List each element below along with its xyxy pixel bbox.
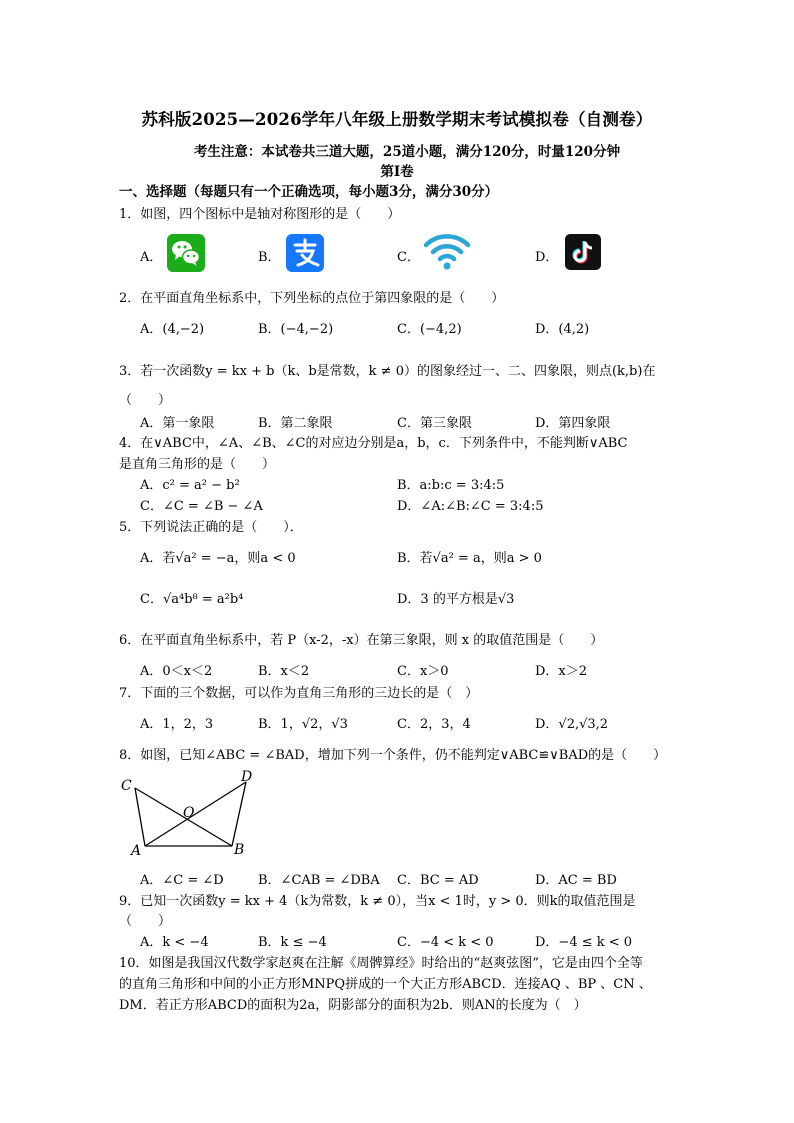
question-10-line-1: 10．如图是我国汉代数学家赵爽在注解《周髀算经》时给出的“赵爽弦图”，它是由四个全等 (119, 956, 643, 971)
q1-option-c-label: C． (397, 250, 420, 265)
q4-option-c: C．∠C = ∠B − ∠A (140, 499, 263, 514)
q6-option-b: B．x＜2 (258, 664, 310, 679)
question-4-stem-2: 是直角三角形的是（ ） (119, 457, 276, 472)
q1-option-a-label: A． (140, 250, 163, 265)
q3-option-d: D．第四象限 (535, 416, 611, 431)
q9-option-b: B．k ≤ −4 (258, 935, 327, 950)
question-2-stem: 2．在平面直角坐标系中，下列坐标的点位于第四象限的是（ ） (119, 291, 505, 306)
q1-option-d-label: D． (535, 250, 559, 265)
q5-option-a: A．若√a² = −a，则a < 0 (140, 551, 296, 566)
q5-option-d: D．3 的平方根是√3 (397, 592, 515, 607)
q3-option-c: C．第三象限 (397, 416, 472, 431)
q7-option-b: B．1，√2，√3 (258, 717, 348, 732)
exam-title: 苏科版2025—2026学年八年级上册数学期末考试模拟卷（自测卷） (141, 110, 653, 129)
fig-label-b: B (234, 842, 245, 858)
alipay-icon (286, 234, 324, 272)
q9-option-a: A．k < −4 (140, 935, 209, 950)
exam-notice: 考生注意：本试卷共三道大题，25道小题，满分120分，时量120分钟 (193, 144, 621, 160)
wifi-icon (423, 232, 471, 272)
q6-option-c: C．x＞0 (397, 664, 449, 679)
q8-option-b: B．∠CAB = ∠DBA (258, 873, 380, 888)
q8-option-a: A．∠C = ∠D (140, 873, 224, 888)
q8-quadrilateral-figure (115, 768, 265, 860)
q5-option-c: C．√a⁴b⁸ = a²b⁴ (140, 592, 244, 607)
q3-option-b: B．第二象限 (258, 416, 333, 431)
question-4-stem: 4．在∨ABC中，∠A、∠B、∠C的对应边分别是a，b，c．下列条件中，不能判断∨ABC (119, 436, 628, 451)
q7-option-a: A．1，2，3 (140, 717, 214, 732)
q1-option-b-label: B． (258, 250, 281, 265)
volume-label: 第Ⅰ卷 (380, 164, 414, 180)
question-3-stem: 3．若一次函数y = kx + b（k、b是常数，k ≠ 0）的图象经过一、二、四象限，则点(k,b)在 (119, 364, 656, 379)
question-10-line-3: DM．若正方形ABCD的面积为2a，阴影部分的面积为2b．则AN的长度为（ ） (119, 998, 587, 1013)
q8-option-c: C．BC = AD (397, 873, 479, 888)
q9-option-d: D．−4 ≤ k < 0 (535, 935, 633, 950)
question-1-stem: 1．如图，四个图标中是轴对称图形的是（ ） (119, 207, 401, 222)
q2-option-a: A．(4,−2) (140, 322, 205, 337)
question-9-stem-2: （ ） (119, 914, 172, 929)
q4-option-a: A．c² = a² − b² (140, 478, 240, 493)
q2-option-b: B．(−4,−2) (258, 322, 334, 337)
q6-option-d: D．x＞2 (535, 664, 588, 679)
wechat-icon (167, 234, 205, 272)
question-10-line-2: 的直角三角形和中间的小正方形MNPQ拼成的一个大正方形ABCD．连接AQ 、BP 、CN 、 (119, 977, 652, 992)
question-6-stem: 6．在平面直角坐标系中，若 P（x-2，-x）在第三象限，则 x 的取值范围是（ ） (119, 633, 604, 648)
q6-option-a: A．0＜x＜2 (140, 664, 213, 679)
fig-label-a: A (131, 843, 142, 859)
q4-option-d: D．∠A:∠B:∠C = 3:4:5 (397, 499, 544, 514)
q7-option-c: C．2，3，4 (397, 717, 471, 732)
question-8-stem: 8．如图，已知∠ABC = ∠BAD，增加下列一个条件，仍不能判定∨ABC≌∨BAD的是（ ） (119, 748, 667, 763)
tiktok-icon (565, 234, 601, 270)
q4-option-b: B．a:b:c = 3:4:5 (397, 478, 505, 493)
q2-option-d: D．(4,2) (535, 322, 590, 337)
question-5-stem: 5．下列说法正确的是（ ）． (119, 520, 303, 535)
question-9-stem: 9．已知一次函数y = kx + 4（k为常数，k ≠ 0），当x < 1时，y > 0．则k的取值范围是 (119, 894, 636, 909)
fig-label-d: D (241, 769, 253, 785)
section-heading: 一、选择题（每题只有一个正确选项，每小题3分，满分30分） (119, 184, 499, 200)
q7-option-d: D．√2,√3,2 (535, 717, 609, 732)
q9-option-c: C．−4 < k < 0 (397, 935, 494, 950)
question-3-stem-2: （ ） (119, 393, 172, 408)
question-7-stem: 7．下面的三个数据，可以作为直角三角形的三边长的是（ ） (119, 686, 479, 701)
fig-label-c: C (121, 778, 132, 794)
q5-option-b: B．若√a² = a，则a > 0 (397, 551, 542, 566)
q2-option-c: C．(−4,2) (397, 322, 462, 337)
q8-option-d: D．AC = BD (535, 873, 617, 888)
q3-option-a: A．第一象限 (140, 416, 215, 431)
fig-label-o: O (183, 805, 195, 821)
